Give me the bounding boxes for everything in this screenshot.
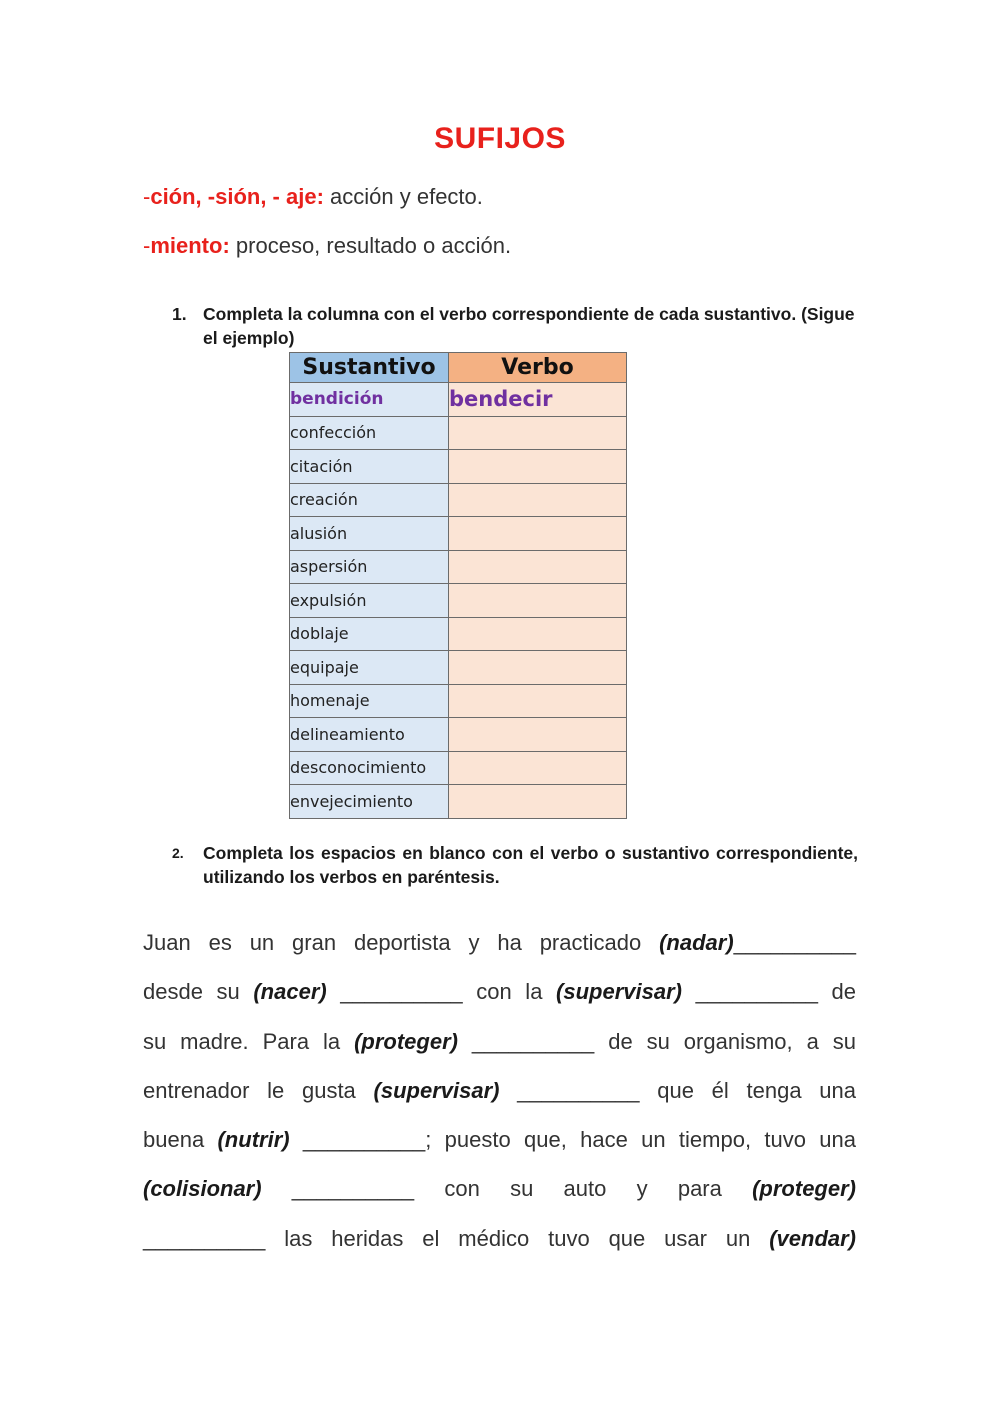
- verb-hint: (supervisar): [556, 979, 682, 1005]
- table-row: [290, 751, 627, 785]
- verb-hint: (nacer): [253, 979, 327, 1005]
- suffix-meaning: acción y efecto.: [330, 184, 483, 209]
- verb-answer-cell[interactable]: [449, 617, 627, 651]
- verb-hint: (nadar): [659, 930, 734, 955]
- table-row: [290, 550, 627, 584]
- noun-cell: aspersión: [290, 550, 449, 584]
- passage-text: __________; puesto que, hace un tiempo, tuvo una: [289, 1127, 856, 1153]
- passage-text: __________ de su organismo, a su: [457, 1028, 856, 1054]
- table-body: [290, 383, 627, 819]
- verb-hint: (nutrir): [217, 1127, 290, 1153]
- table-row: [290, 785, 627, 819]
- passage-line: [143, 967, 856, 1016]
- passage-line: [143, 1214, 856, 1263]
- verb-answer-cell[interactable]: [449, 584, 627, 618]
- passage-text: __________ las heridas el médico tuvo que usar un: [143, 1225, 770, 1251]
- table-row: [290, 416, 627, 450]
- exercise-2-instruction: [172, 841, 858, 889]
- verb-answer-cell[interactable]: [449, 785, 627, 819]
- fill-in-passage: [143, 918, 856, 1263]
- table-row: [290, 651, 627, 685]
- verb-answer-cell[interactable]: [449, 550, 627, 584]
- noun-cell: expulsión: [290, 584, 449, 618]
- example-noun: bendición: [290, 383, 449, 417]
- suffix-list: ción, -sión, - aje:: [150, 184, 324, 209]
- passage-text: __________: [733, 930, 856, 955]
- table-row: [290, 584, 627, 618]
- passage-line: [143, 1066, 856, 1115]
- verb-answer-cell[interactable]: [449, 684, 627, 718]
- example-row: [290, 383, 627, 417]
- noun-cell: envejecimiento: [290, 785, 449, 819]
- verb-answer-cell[interactable]: [449, 450, 627, 484]
- suffix-definition-1: [143, 184, 483, 210]
- header-verb: Verbo: [449, 353, 627, 383]
- noun-verb-table: [289, 352, 627, 819]
- verb-hint: (proteger): [354, 1028, 458, 1054]
- passage-text: entrenador le gusta: [143, 1077, 374, 1103]
- noun-cell: doblaje: [290, 617, 449, 651]
- noun-cell: desconocimiento: [290, 751, 449, 785]
- exercise-1-instruction: [172, 302, 858, 350]
- verb-answer-cell[interactable]: [449, 416, 627, 450]
- passage-text: __________ con su auto y para: [261, 1176, 753, 1202]
- exercise-2-number: 2.: [172, 845, 184, 861]
- noun-cell: equipaje: [290, 651, 449, 685]
- passage-text: desde su: [143, 979, 254, 1005]
- suffix-dash: -: [143, 233, 151, 258]
- table-row: [290, 684, 627, 718]
- verb-hint: (vendar): [769, 1225, 856, 1251]
- passage-line: [143, 918, 856, 967]
- header-noun: Sustantivo: [290, 353, 449, 383]
- exercise-1-number: 1.: [172, 304, 187, 324]
- verb-answer-cell[interactable]: [449, 483, 627, 517]
- passage-line: [143, 1164, 856, 1213]
- suffix-dash: -: [143, 184, 151, 209]
- verb-hint: (colisionar): [143, 1176, 262, 1202]
- passage-text: __________ de: [681, 979, 856, 1005]
- page-title: SUFIJOS: [434, 122, 566, 155]
- noun-cell: citación: [290, 450, 449, 484]
- noun-cell: confección: [290, 416, 449, 450]
- verb-answer-cell[interactable]: [449, 651, 627, 685]
- passage-line: [143, 1017, 856, 1066]
- suffix-definition-2: [143, 233, 511, 259]
- example-verb: bendecir: [449, 383, 627, 417]
- table-row: [290, 517, 627, 551]
- verb-hint: (proteger): [752, 1176, 856, 1202]
- table-row: [290, 450, 627, 484]
- exercise-2-text: Completa los espacios en blanco con el verbo o sustantivo correspondiente, utilizando los verbos en paréntesis.: [203, 843, 858, 887]
- verb-answer-cell[interactable]: [449, 517, 627, 551]
- noun-cell: delineamiento: [290, 718, 449, 752]
- verb-hint: (supervisar): [373, 1077, 500, 1103]
- table-row: [290, 617, 627, 651]
- passage-text: __________ con la: [326, 979, 557, 1005]
- passage-text: Juan es un gran deportista y ha practicado: [143, 930, 660, 955]
- verb-answer-cell[interactable]: [449, 718, 627, 752]
- noun-cell: alusión: [290, 517, 449, 551]
- suffix-meaning: proceso, resultado o acción.: [235, 233, 512, 258]
- noun-cell: creación: [290, 483, 449, 517]
- noun-cell: homenaje: [290, 684, 449, 718]
- exercise-1-text: Completa la columna con el verbo correspondiente de cada sustantivo. (Sigue el ejemplo): [203, 304, 855, 348]
- passage-text: __________ que él tenga una: [499, 1077, 856, 1103]
- table-row: [290, 718, 627, 752]
- passage-text: buena: [143, 1127, 218, 1153]
- table-row: [290, 483, 627, 517]
- verb-answer-cell[interactable]: [449, 751, 627, 785]
- passage-line: [143, 1115, 856, 1164]
- suffix-list: miento:: [150, 233, 230, 258]
- passage-text: su madre. Para la: [143, 1028, 355, 1054]
